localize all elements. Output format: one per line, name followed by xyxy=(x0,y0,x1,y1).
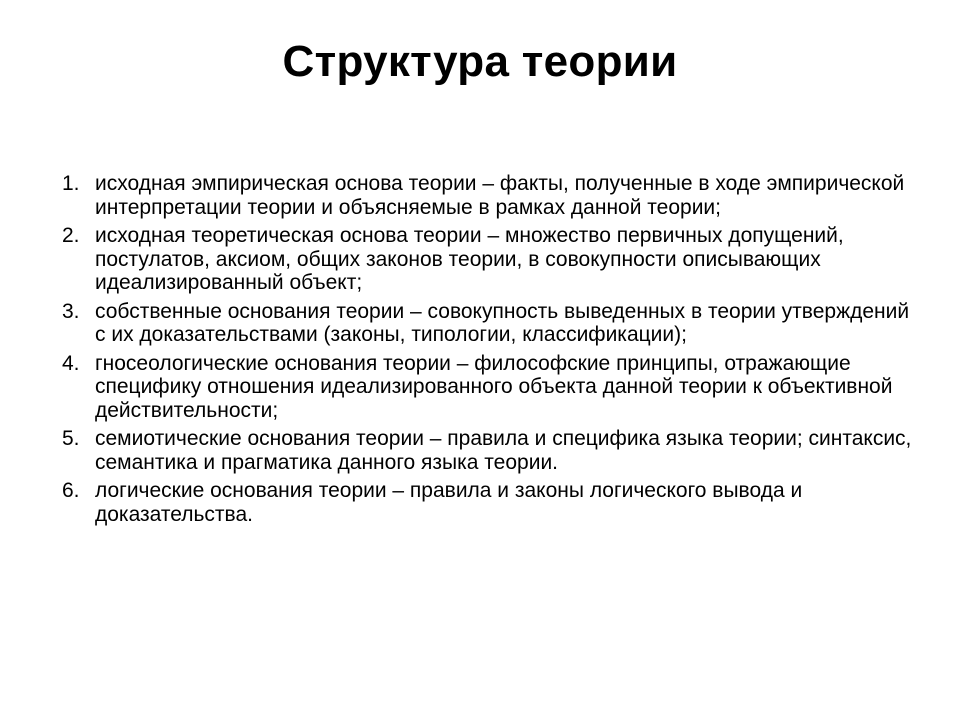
list-item xyxy=(62,427,922,474)
list-item-number: 6. xyxy=(62,479,80,502)
list-item xyxy=(62,172,922,219)
list-item-number: 4. xyxy=(62,351,80,375)
list-item-text: семиотические основания теории – правила и специфика языка теории; синтаксис, семантика и прагматика данного языка теории. xyxy=(95,427,912,474)
list-item-number: 2. xyxy=(62,224,80,247)
numbered-list xyxy=(62,172,922,531)
slide-title: Структура теории xyxy=(282,37,678,86)
list-item-text: гносеологические основания теории – философские принципы, отражающие специфику отношения идеализированного объекта данной теории к объективной действительности; xyxy=(95,351,893,422)
list-item-number: 5. xyxy=(62,427,80,450)
list-item-text: исходная теоретическая основа теории – множество первичных допущений, постулатов, аксиом, общих законов теории, в совокупности описывающих идеализированный объект; xyxy=(95,224,844,294)
list-item-text: собственные основания теории – совокупность выведенных в теории утверждений с их доказательствами (законы, типологии, классификации); xyxy=(95,299,910,346)
list-item xyxy=(62,352,922,423)
list-item xyxy=(62,300,922,347)
list-item-number: 1. xyxy=(62,172,80,195)
list-item-text: исходная эмпирическая основа теории – факты, полученные в ходе эмпирической интерпретации теории и объясняемые в рамках данной теории; xyxy=(95,172,905,219)
list-item xyxy=(62,224,922,295)
list-item xyxy=(62,479,922,526)
list-item-number: 3. xyxy=(62,299,80,323)
list-item-text: логические основания теории – правила и законы логического вывода и доказательства. xyxy=(95,479,803,526)
